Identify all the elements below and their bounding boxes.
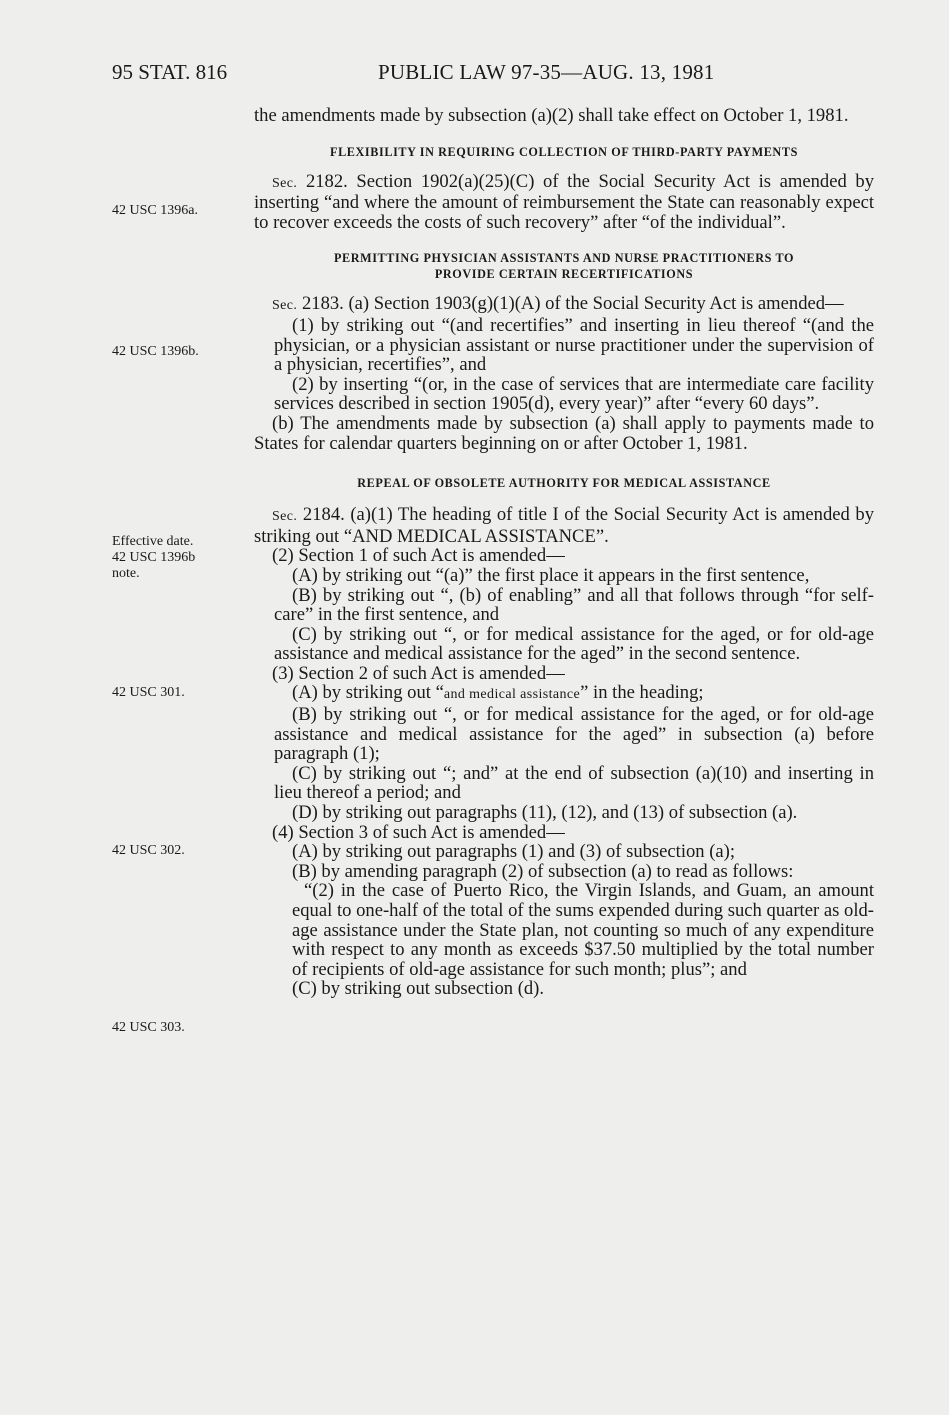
section-2184: Sec. 2184. (a)(1) The heading of title I of the Social Security Act is amended by striking out “AND MEDICAL ASSISTANCE”. [254,504,874,547]
paragraph: (B) by striking out “, or for medical assistance for the aged, or for old-age assistance and medical assistance for the aged” in subsection (a) before paragraph (1); [274,704,874,765]
running-title: PUBLIC LAW 97-35—AUG. 13, 1981 [378,60,715,84]
paragraph: (C) by striking out subsection (d). [292,978,545,1000]
margin-note-1396b: 42 USC 1396b. [112,344,199,359]
paragraph: (B) by striking out “, (b) of enabling” and all that follows through “for self-care” in the first sentence, and [274,584,874,626]
document-body [254,106,874,999]
paragraph: (4) Section 3 of such Act is amended— [272,821,565,843]
paragraph: (A) by striking out “and medical assistance” in the heading; [292,682,704,704]
quoted-paragraph: “(2) in the case of Puerto Rico, the Virgin Islands, and Guam, an amount equal to one-half of the total of the sums expended during such quarter as old-age assistance under the State plan, not counting so much of any expenditure with respect to any month as exceeds $37.50 multiplied by the total number of recipients of old-age assistance for such month; plus”; and [292,880,874,980]
paragraph: (b) The amendments made by subsection (a) shall apply to payments made to States for calendar quarters beginning on or after October 1, 1981. [254,412,874,454]
margin-note-301: 42 USC 301. [112,685,185,700]
paragraph: (D) by striking out paragraphs (11), (12), and (13) of subsection (a). [292,802,798,824]
section-heading: FLEXIBILITY IN REQUIRING COLLECTION OF THIRD-PARTY PAYMENTS [330,144,798,159]
margin-note-303: 42 USC 303. [112,1020,185,1035]
paragraph: (2) Section 1 of such Act is amended— [272,545,565,567]
paragraph: (1) by striking out “(and recertifies” and inserting in lieu thereof “(and the physician, or a physician assistant or nurse practitioner under the supervision of a physician, recertifies”, and [274,314,874,376]
paragraph: (C) by striking out “; and” at the end of subsection (a)(10) and inserting in lieu thereof a period; and [274,762,874,804]
paragraph: (3) Section 2 of such Act is amended— [272,662,565,684]
paragraph: the amendments made by subsection (a)(2) shall take effect on October 1, 1981. [254,105,849,126]
paragraph: (B) by amending paragraph (2) of subsection (a) to read as follows: [292,860,794,882]
paragraph: (A) by striking out “(a)” the first place it appears in the first sentence, [292,564,810,586]
margin-note-line: note. [112,566,140,581]
page-number: 95 STAT. 816 [112,60,228,84]
section-2182: Sec. 2182. Section 1902(a)(25)(C) of the Social Security Act is amended by inserting “and where the amount of reimbursement the State can reasonably expect to recover exceeds the costs of such recovery” after “of the individual”. [254,170,874,233]
section-2183: Sec. 2183. (a) Section 1903(g)(1)(A) of the Social Security Act is amended— [272,293,844,315]
section-heading: PERMITTING PHYSICIAN ASSISTANTS AND NURSE PRACTITIONERS TO PROVIDE CERTAIN RECERTIFICATIONS [333,251,795,282]
paragraph: (A) by striking out paragraphs (1) and (3) of subsection (a); [292,841,736,863]
margin-note-line: Effective date. [112,534,194,549]
margin-note-302: 42 USC 302. [112,843,185,858]
margin-note-line: 42 USC 1396b [112,550,196,565]
section-heading: REPEAL OF OBSOLETE AUTHORITY FOR MEDICAL ASSISTANCE [357,476,771,491]
margin-note-1396a: 42 USC 1396a. [112,203,198,218]
paragraph: (2) by inserting “(or, in the case of services that are intermediate care facility services described in section 1905(d), every year)” after “every 60 days”. [274,373,874,415]
margin-note-effective-date [112,534,195,582]
paragraph: (C) by striking out “, or for medical assistance for the aged, or for old-age assistance and medical assistance for the aged” in the second sentence. [274,623,874,665]
